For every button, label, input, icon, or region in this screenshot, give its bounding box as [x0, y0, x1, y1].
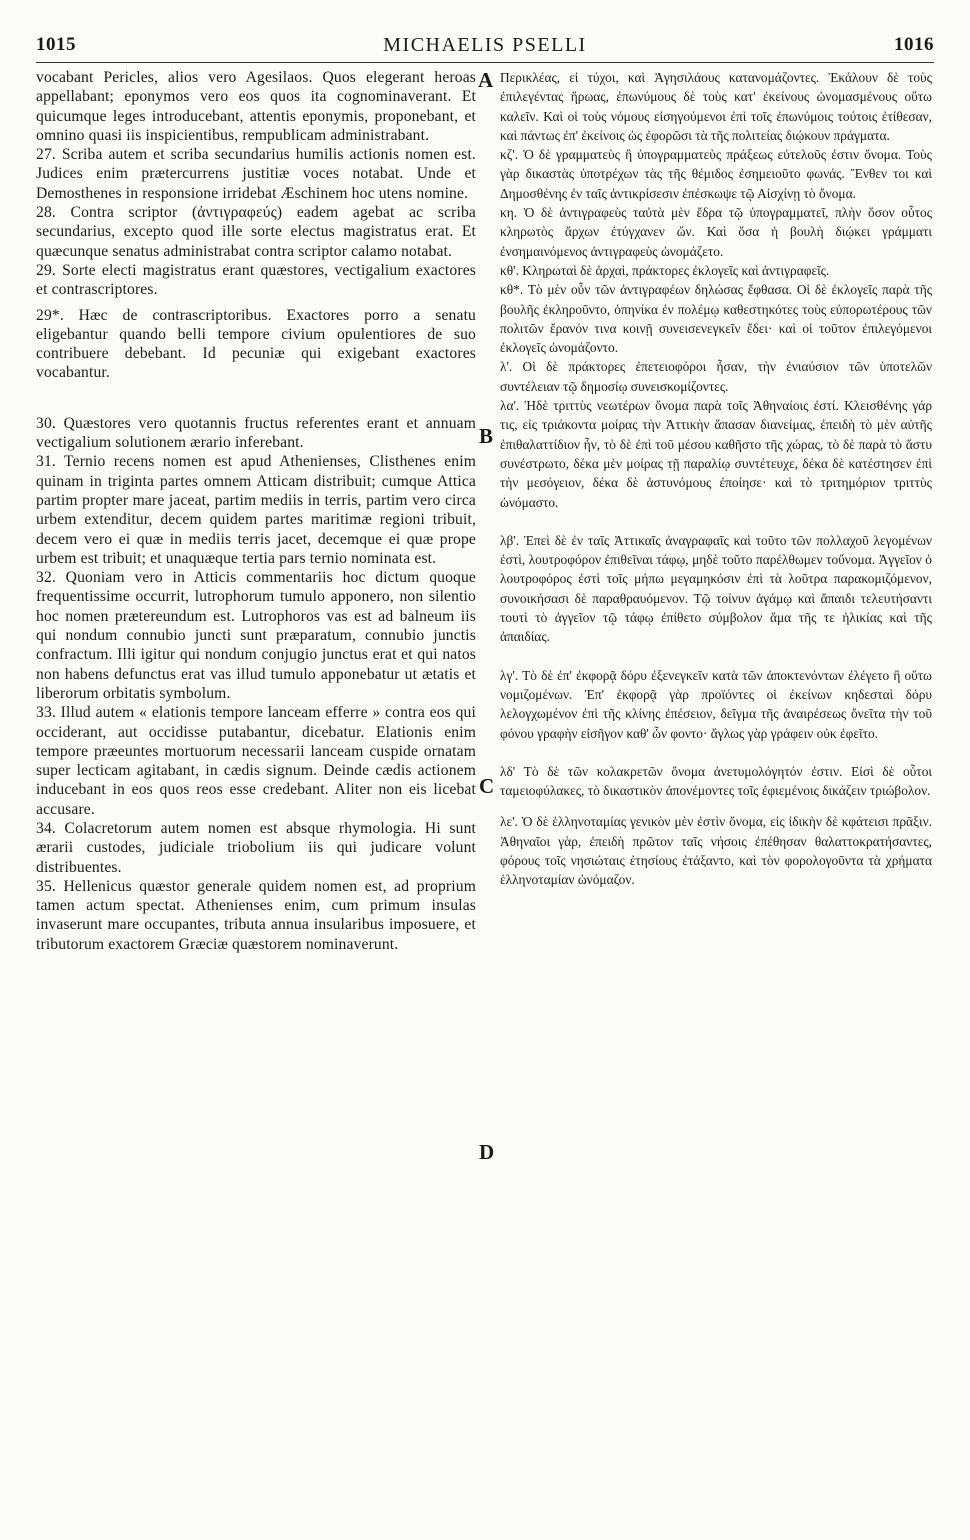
latin-column — [36, 68, 476, 954]
latin-paragraph: 34. Colacretorum autem nomen est absque rhymologia. Hi sunt ærarii custodes, judiciale triobolium iis qui judicare volunt distribuentes. — [36, 819, 476, 876]
header-rule — [36, 62, 934, 63]
greek-paragraph: λ'. Οἱ δὲ πράκτορες ἐπετειοφόροι ἦσαν, τὴν ἐνιαύσιον τῶν ὑποτελῶν συντέλειαν τῷ δημοσίῳ συνεισκομίζοντες. — [500, 359, 932, 394]
greek-column — [500, 68, 932, 890]
greek-paragraph: κθ*. Τὸ μὲν οὖν τῶν ἀντιγραφέων δηλώσας ἔφθασα. Οἱ δὲ ἐκλογεῖς παρὰ τῆς βουλῆς ἐκληροῦντο, ὁπηνίκα ἐν πολέμῳ καθεστηκότες τοὺς εὐπορωτέρους τῶν πολιτῶν ἔρανόν τινα κοινῇ συνεισενεγκεῖν ἔδει· καὶ οἱ τοῦτον ἐπιλεγόμενοι ἐκλογεῖς ὠνομάζοντο. — [500, 282, 932, 356]
margin-marker-b: B — [479, 424, 494, 448]
latin-paragraph: 33. Illud autem « elationis tempore lanceam efferre » contra eos qui occiderant, aut occidisse putabantur, dicebatur. Elationis enim tempore præeuntes mortuorum necessarii lanceam cuspide ornatam super lecticam agitabant, in cædis signum. Deinde cædis actionem inducebant in eos quos reos esse credebant. Aliter non eis licebat accusare. — [36, 704, 476, 818]
latin-paragraph: 35. Hellenicus quæstor generale quidem nomen est, ad proprium tamen actum spectat. Athenienses enim, cum primum insulas invaserunt mare occupantes, tributa annua insularibus imposuere, et tributorum exactorem Græciæ quæstorem nominaverunt. — [36, 877, 476, 953]
greek-paragraph: Περικλέας, εἰ τύχοι, καὶ Ἀγησιλάους κατανομάζοντες. Ἐκάλουν δὲ τοὺς ἐπιλεγέντας ἥρωας, ἐπωνύμους δὲ τοὺς κατ' ἐκείνους ὠνομασμένους οὕτω καλεῖν. Καὶ οἱ τοὺς νόμους εἰσηγούμενοι ἐπὶ τοῖς ἐπωνύμοις τούτοις ἐτίθεσαν, καὶ πάντως ἐπ' ἐκείνοις ὡς ἐφορῶσι τὰ τῆς πολιτείας διῴκουν πράγματα. — [500, 70, 932, 143]
greek-paragraph: λα'. Ἡδὲ τριττὺς νεωτέρων ὄνομα παρὰ τοῖς Ἀθηναίοις ἐστί. Κλεισθένης γάρ τις, εἰς τριάκοντα μοίρας τὴν Ἀττικὴν ἅπασαν διανείμας, ἐπειδὴ τὸ μὲν αὐτῆς ἐπιθαλαττίδιον ἦν, τὸ δὲ ἐπὶ τοῦ μέσου καθῆστο τῆς χώρας, τὸ δὲ παρὰ τὸ ἄστυ συνέστρωτο, δέκα μὲν μοίρας τῇ παραλίῳ συντέτευχε, δέκα δὲ κατέστησεν ἐπὶ τὴν μεσόγειον, δέκα δὲ ἀστυνόμους ἐποίησε· καὶ τὸ τριτημόριον τριττὺς ὠνόμαστο. — [500, 398, 932, 510]
page-number-left: 1015 — [36, 34, 76, 55]
margin-marker-d: D — [479, 1140, 495, 1164]
greek-paragraph: λδ' Τὸ δὲ τῶν κολακρετῶν ὄνομα ἀνετυμολόγητόν ἐστιν. Εἰσὶ δὲ οὗτοι ταμειοφύλακες, τὸ δικαστικὸν ἀπονέμοντες τοῖς ἐφιεμένοις δικάζειν τριώβολον. — [500, 763, 932, 799]
greek-paragraph: λγ'. Τὸ δὲ ἐπ' ἐκφορᾷ δόρυ ἐξενεγκεῖν κατὰ τῶν ἀποκτενόντων ἐλέγετο ἢ οὕτω νομιζομένων. Ἐπ' ἐκφορᾷ γὰρ προϊόντες οἱ ἐκείνων κηδεσταὶ δόρυ λελογχωμένον ἐπὶ τῆς κλίνης ἐπέσειον, δεῖγμα τῆς ἀναιρέσεως ὄνεῖτα τὴν τοῦ φόνου γραφὴν εἰσῆγον καθ' ὧν φοντο· ἄγλως γὰρ γράφειν οὐκ ἐφεῖτο. — [500, 667, 932, 741]
latin-paragraph: 30. Quæstores vero quotannis fructus referentes erant et annuam vectigalium solutionem ærario inferebant. — [36, 414, 476, 452]
page-number-right: 1016 — [894, 34, 934, 55]
greek-paragraph: κθ'. Κληρωταὶ δὲ ἀρχαὶ, πράκτορες ἐκλογεῖς καὶ ἀντιγραφεῖς. — [500, 262, 830, 278]
running-header — [36, 34, 934, 60]
latin-paragraph: 29*. Hæc de contrascriptoribus. Exactores porro a senatu eligebantur quando belli tempore civium opulentiores de suo contribuere debebant. Id pecuniæ qui exigebant exactores vocabantur. — [36, 306, 476, 382]
greek-paragraph: κζ'. Ὁ δὲ γραμματεὺς ἢ ὑπογραμματεὺς πράξεως εὐτελοῦς ἐστιν ὄνομα. Τοὺς γὰρ δικαστὰς ὑποτρέχων τὰς τῆς θέμιδος ἐσημειοῦτο φωνάς. Ἔνθεν τοι καὶ Δημοσθένης ἐν ταῖς ἀντικρίσεσιν ἐπέσκωψε τῷ Αἰσχίνῃ τὸ ὄνομα. — [500, 147, 932, 201]
greek-paragraph: λβ'. Ἐπεὶ δὲ ἐν ταῖς Ἀττικαῖς ἀναγραφαῖς καὶ τοῦτο τῶν πολλαχοῦ λεγομένων ἐστὶ, λουτροφόρον ἐπιθεῖναι τάφῳ, μηδὲ τοῦτο παρέλθωμεν τοὔνομα. Ἀγγεῖον ὁ λουτροφόρος ἐστὶ τοῖς μήπω μεγαμηκόσιν ἐπὶ τὰ λοῦτρα παρακομιζόμενον, συνοικήσασι δὲ παραθραυόμενον. Τῷ τοίνυν ἀγάμῳ καὶ ἄπαιδι τελευτήσαντι τουτὶ τὸ ἀγγεῖον τῷ τάφῳ ἐπίθετο σύμβολον ἅμα τῆς τε ἡλικίας καὶ τῆς ἀπαιδίας. — [500, 532, 932, 645]
latin-paragraph: 29. Sorte electi magistratus erant quæstores, vectigalium exactores et contrascriptores. — [36, 261, 476, 299]
margin-marker-c: C — [479, 774, 495, 798]
running-title: MICHAELIS PSELLI — [383, 34, 587, 56]
latin-paragraph: vocabant Pericles, alios vero Agesilaos. Quos elegerant heroas appellabant; eponymos vero eos quos ita cognominaverant. Et quicumque leges introducebant, attentis eponymis, proponebant, et omnino quasi iis inspicientibus, rempublicam administrabant. — [36, 69, 476, 144]
greek-paragraph: κη. Ὁ δὲ ἀντιγραφεὺς ταὐτὰ μὲν ἔδρα τῷ ὑπογραμματεῖ, πλὴν ὅσον οὗτος κληρωτὸς ἄρχων ἐτύγχανεν ὤν. Καὶ ὅσα ἡ βουλὴ διῴκει γράμματι ἐνσημαινόμενος ἀντιγραφεὺς ὠνομάζετο. — [500, 205, 932, 259]
latin-paragraph: 28. Contra scriptor (ἀντιγραφεύς) eadem agebat ac scriba secundarius, excepto quod ille sorte electus magistratus erat. Et quæcunque senatus administrabat contra scriptor calamo notabat. — [36, 204, 476, 260]
latin-paragraph: 27. Scriba autem et scriba secundarius humilis actionis nomen est. Judices enim prætercurrens justitiæ voces notabat. Unde et Demosthenes in responsione irridebat Æschinem hoc utens nomine. — [36, 146, 476, 202]
margin-marker-a: A — [478, 68, 494, 92]
latin-paragraph: 31. Ternio recens nomen est apud Athenienses, Clisthenes enim quinam in triginta partes omnem Atticam distribuit; cumque Attica partim propter mare jaceat, partim mediis in terris, partim vero circa urbem extenditur, decem quidem partes maritimæ regioni tribuit, decem vero ei quæ in mediis terris jacet, decemque ei quæ prope urbem est tribuit; et unaquæque tertia pars ternio nominata est. — [36, 453, 476, 567]
greek-paragraph: λε'. Ὁ δὲ ἑλληνοταμίας γενικὸν μὲν ἐστὶν ὄνομα, εἰς ἰδικὴν δὲ κφάτεισι πρᾶξιν. Ἀθηναῖοι γὰρ, ἐπειδὴ πρῶτον ταῖς νήσοις ἐπέθησαν θαλαττοκρατήσαντες, φόρους τοῖς νησιώταις ἐτησίους ἐτάξαντο, καὶ τὸν φορολογοῦντα τὰ χρήματα ἑλληνοταμίαν ὠνόμαζον. — [500, 814, 932, 888]
latin-paragraph: 32. Quoniam vero in Atticis commentariis hoc dictum quoque frequentissime occurrit, lutrophorum tumulo apponero, non silentio hoc nomen prætereundum est. Lutrophoros vas est ad balneum iis qui nondum connubio juncti sunt præparatum, connubio junctis confractum. Illi igitur qui nondum conjugio junctus erat et qui natos non habens defunctus erat vas illud tumulo apponebatur ut ætatis et liberorum orbitatis symbolum. — [36, 569, 476, 702]
